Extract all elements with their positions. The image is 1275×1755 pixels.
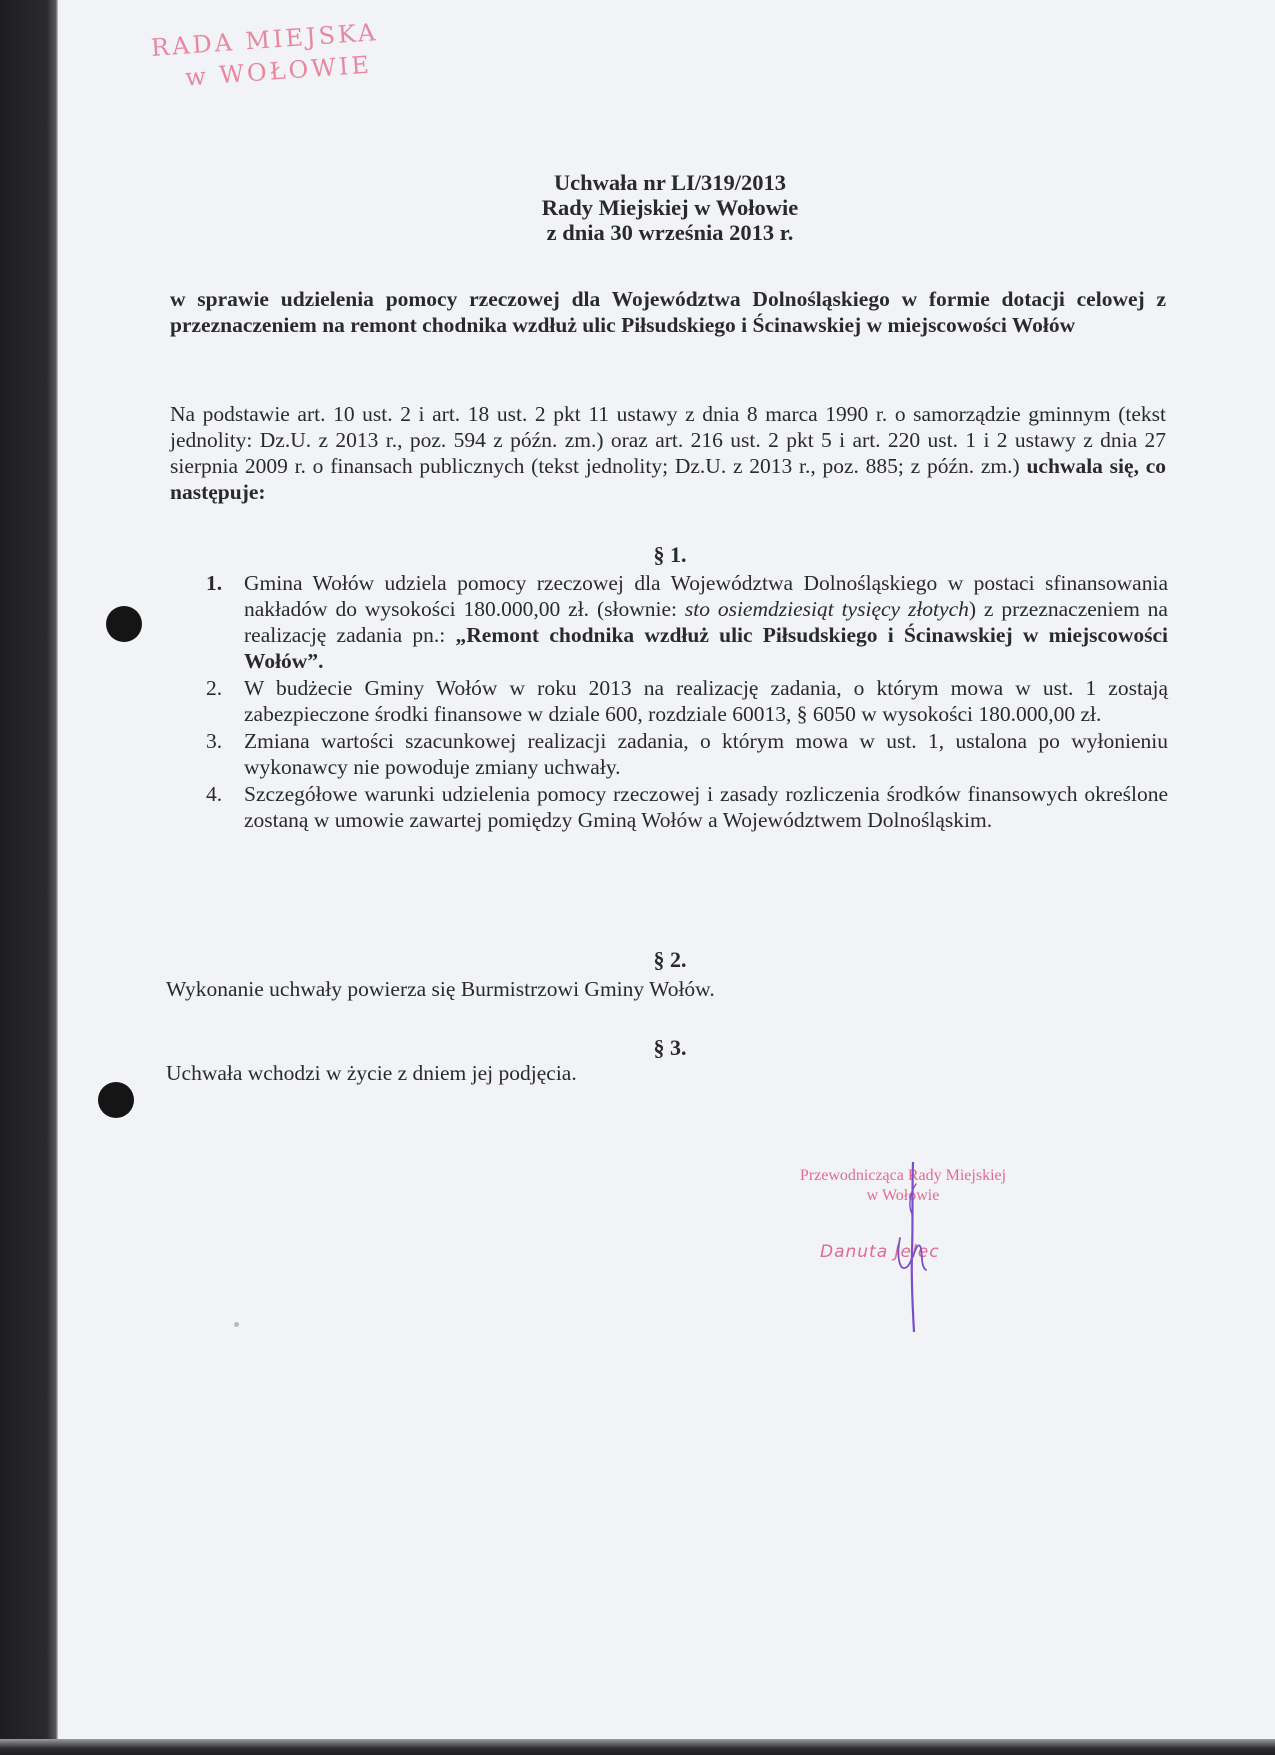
point-text-amount-in-words: sto osiemdziesiąt tysięcy złotych bbox=[684, 597, 969, 621]
point-text: W budżecie Gminy Wołów w roku 2013 na realizację zadania, o którym mowa w ust. 1 zostają zabezpieczone środki finansowe w dziale 600, rozdziale 60013, § 6050 w wysokości 180.000,00 zł. bbox=[244, 676, 1168, 726]
section-3-heading: § 3. bbox=[653, 1035, 687, 1060]
point-number: 2. bbox=[206, 676, 223, 700]
punch-hole-lower bbox=[98, 1082, 134, 1118]
chairperson-stamp-name: Danuta Jelec bbox=[820, 1242, 940, 1262]
point-text: ) z przeznaczeniem na realizację zadania pn.: bbox=[244, 597, 1168, 647]
section-1-point bbox=[200, 675, 1168, 727]
section-3-text: Uchwała wchodzi w życie z dniem jej podjęcia. bbox=[166, 1061, 577, 1085]
handwritten-signature bbox=[750, 1162, 1050, 1332]
point-text-task-name: „Remont chodnika wzdłuż ulic Piłsudskiego i Ścinawskiej w miejscowości Wołów”. bbox=[244, 623, 1168, 673]
resolution-issuer: Rady Miejskiej w Wołowie bbox=[541, 195, 799, 220]
point-number: 3. bbox=[206, 729, 223, 753]
chairperson-signature-block bbox=[750, 1162, 1050, 1332]
section-2-text: Wykonanie uchwały powierza się Burmistrzowi Gminy Wołów. bbox=[166, 977, 715, 1001]
resolution-header bbox=[170, 170, 1170, 245]
point-number: 1. bbox=[206, 571, 223, 595]
resolution-title: Uchwała nr LI/319/2013 bbox=[553, 170, 787, 195]
point-number: 4. bbox=[206, 782, 223, 806]
legal-basis-text: Na podstawie art. 10 ust. 2 i art. 18 ust. 2 pkt 11 ustawy z dnia 8 marca 1990 r. o samorządzie gminnym (tekst jednolity: Dz.U. z 2013 r., poz. 594 z późn. zm.) oraz art. 216 ust. 2 pkt 5 i art. 220 ust. 1 i 2 ustawy z dnia 27 sierpnia 2009 r. o finansach publicznych (tekst jednolity; Dz.U. z 2013 r., poz. 885; z późn. zm.) bbox=[170, 402, 1166, 478]
council-stamp bbox=[150, 11, 454, 96]
scan-edge-bottom bbox=[0, 1739, 1275, 1755]
punch-hole-upper bbox=[106, 606, 142, 642]
legal-basis bbox=[170, 401, 1166, 505]
point-text: Szczegółowe warunki udzielenia pomocy rzeczowej i zasady rozliczenia środków finansowych określone zostaną w umowie zawartej pomiędzy Gminą Wołów a Województwem Dolnośląskim. bbox=[244, 782, 1168, 832]
section-1-heading: § 1. bbox=[653, 542, 687, 567]
council-stamp-line2: w WOŁOWIE bbox=[184, 50, 373, 92]
legal-basis-closing: uchwala się, co następuje: bbox=[170, 454, 1166, 504]
section-2-heading: § 2. bbox=[653, 947, 687, 972]
chairperson-stamp-title: Przewodnicząca Rady Miejskiej bbox=[799, 1167, 1007, 1184]
scan-dust bbox=[234, 1322, 239, 1327]
section-1-point bbox=[200, 728, 1168, 780]
section-1-point bbox=[200, 570, 1168, 674]
point-text: Gmina Wołów udziela pomocy rzeczowej dla Województwa Dolnośląskiego w postaci sfinansowania nakładów do wysokości 180.000,00 zł. (słownie: bbox=[244, 571, 1168, 621]
section-1-point bbox=[200, 781, 1168, 833]
scan-edge-left bbox=[0, 0, 58, 1755]
section-1-points bbox=[200, 570, 1168, 834]
council-stamp-line1: RADA MIEJSKA bbox=[150, 18, 380, 62]
resolution-date: z dnia 30 września 2013 r. bbox=[546, 220, 794, 245]
resolution-subject: w sprawie udzielenia pomocy rzeczowej dla Województwa Dolnośląskiego w formie dotacji celowej z przeznaczeniem na remont chodnika wzdłuż ulic Piłsudskiego i Ścinawskiej w miejscowości Wołów bbox=[170, 287, 1166, 337]
point-text: Zmiana wartości szacunkowej realizacji zadania, o którym mowa w ust. 1, ustalona po wyłonieniu wykonawcy nie powoduje zmiany uchwały. bbox=[244, 729, 1168, 779]
chairperson-stamp-location: w Wołowie bbox=[866, 1187, 940, 1204]
